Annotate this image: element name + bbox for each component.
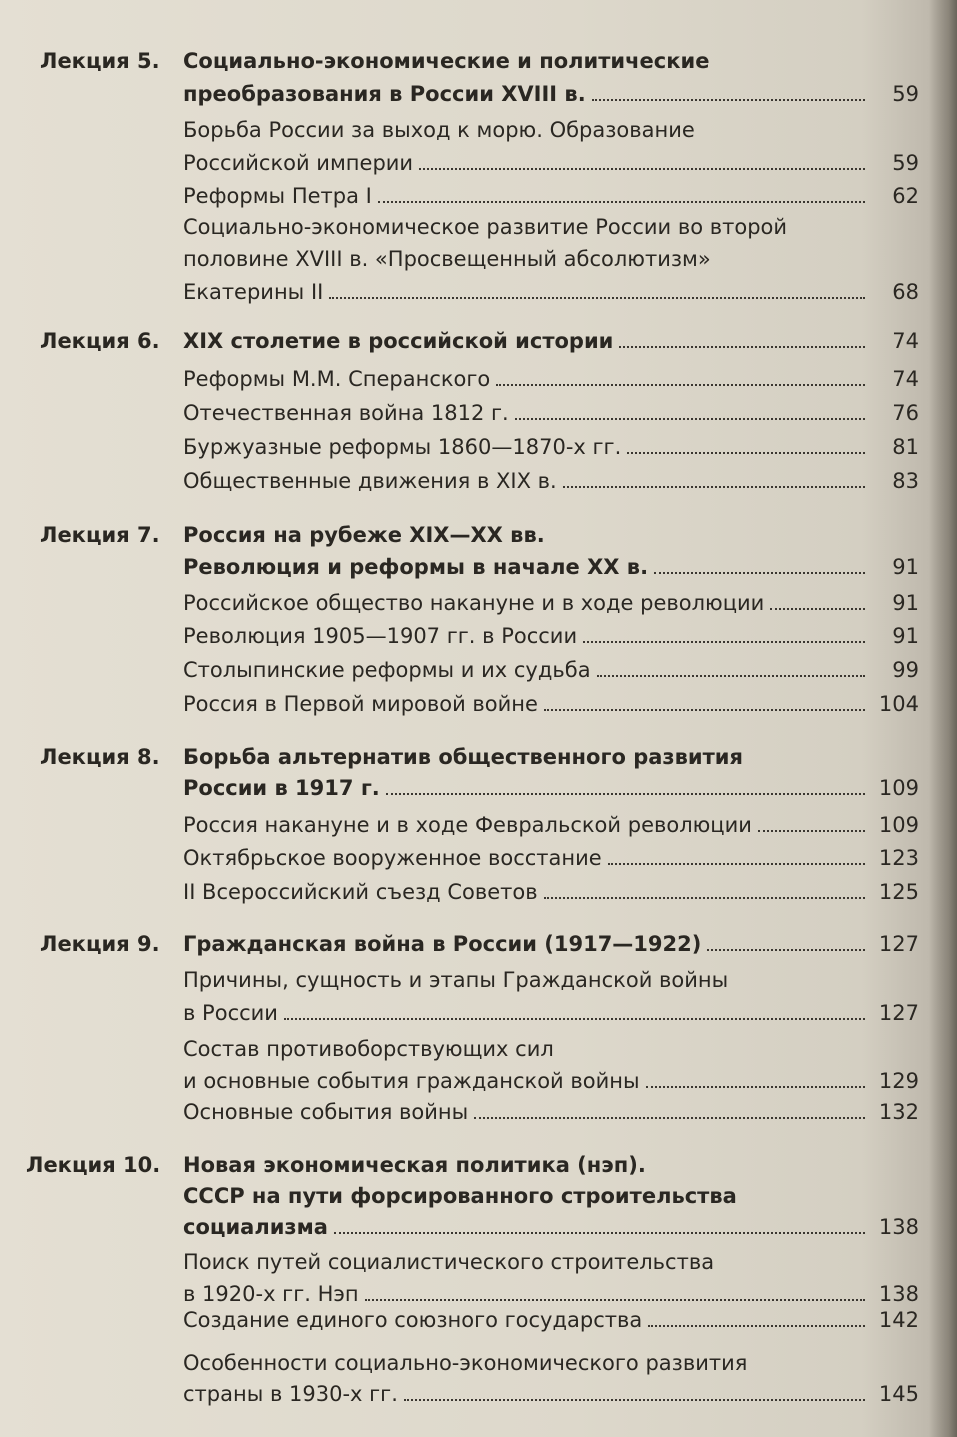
lecture-title-line-text: социализма [183,1215,328,1239]
toc-item-line [183,277,919,308]
dot-leader [386,792,865,795]
toc-item-line [183,364,919,395]
dot-leader [496,383,865,386]
lecture-label: Лекция 7. [40,523,160,547]
toc-item-line-text: Революция 1905—1907 гг. в России [183,624,578,648]
dot-leader [646,1085,865,1088]
page-number: 59 [892,82,919,106]
dot-leader [419,167,865,170]
lecture-title-line [183,326,919,357]
toc-item-line-text: Столыпинские реформы и их судьба [183,658,591,682]
toc-item-line-text: Социально-экономическое развитие России во второй [183,215,788,239]
page-number: 142 [878,1308,919,1332]
lecture-title-line-text: Новая экономическая политика (нэп). [183,1153,646,1177]
toc-item-line-text: Россия накануне и в ходе Февральской революции [183,813,752,837]
toc-item-line [183,1034,919,1065]
dot-leader [592,98,865,101]
lecture-title-line [183,773,919,804]
page-number: 109 [878,776,919,800]
lecture-title-line-text: преобразования в России XVIII в. [183,82,586,106]
lecture-title-line [183,79,919,110]
page-number: 127 [878,1001,919,1025]
dot-leader [378,200,865,203]
page-number: 59 [892,151,919,175]
page-number: 138 [878,1215,919,1239]
toc-item-line [183,1066,919,1097]
toc-item-line-text: Общественные движения в XIX в. [183,469,557,493]
toc-item-line-text: половине XVIII в. «Просвещенный абсолютизм» [183,247,711,271]
page-number: 145 [878,1382,919,1406]
toc-item-line [183,115,919,146]
lecture-title-line-text: Гражданская война в России (1917—1922) [183,932,702,956]
toc-item-line-text: II Всероссийский съезд Советов [183,880,538,904]
lecture-title-line-text: XIX столетие в российской истории [183,329,614,353]
dot-leader [758,829,865,832]
toc-item-line-text: Российское общество накануне и в ходе революции [183,591,765,615]
page-number: 91 [892,591,919,615]
lecture-label: Лекция 9. [40,932,160,956]
dot-leader [544,896,865,899]
dot-leader [627,451,865,454]
dot-leader [329,296,865,299]
dot-leader [284,1017,865,1020]
page-number: 127 [878,932,919,956]
page-number: 91 [892,624,919,648]
toc-item-line-text: Состав противоборствующих сил [183,1037,554,1061]
page-number: 104 [878,692,919,716]
toc-item-line [183,181,919,212]
dot-leader [648,1324,865,1327]
page-number: 109 [878,813,919,837]
lecture-title-line-text: России в 1917 г. [183,776,380,800]
toc-item-line-text: Буржуазные реформы 1860—1870-х гг. [183,435,622,459]
dot-leader [608,862,865,865]
page-number: 76 [892,401,919,425]
dot-leader [583,640,865,643]
lecture-title-line [183,1150,919,1181]
lecture-title-line [183,46,919,77]
dot-leader [515,417,865,420]
toc-item-line-text: Екатерины II [183,280,324,304]
toc-item-line [183,621,919,652]
lecture-label: Лекция 8. [40,745,160,769]
toc-item-line [183,1348,919,1379]
toc-item-line-text: Октябрьское вооруженное восстание [183,846,602,870]
lecture-label: Лекция 6. [40,329,160,353]
toc-item-line [183,1305,919,1336]
page-number: 83 [892,469,919,493]
dot-leader [597,674,865,677]
dot-leader [544,708,865,711]
lecture-title-line-text: Борьба альтернатив общественного развития [183,745,743,769]
lecture-label: Лекция 5. [40,49,160,73]
toc-item-line [183,998,919,1029]
toc-item-line-text: Поиск путей социалистического строительства [183,1250,715,1274]
lecture-title-line [183,1181,919,1212]
toc-item-line-text: Реформы Петра I [183,184,372,208]
toc-item-line [183,212,919,243]
toc-item-line-text: Особенности социально-экономического развития [183,1351,748,1375]
lecture-title-line-text: Россия на рубеже XIX—XX вв. [183,523,545,547]
toc-item-line [183,1097,919,1128]
dot-leader [770,607,865,610]
toc-item-line [183,965,919,996]
toc-item-line-text: в России [183,1001,278,1025]
dot-leader [563,485,865,488]
toc-item-line [183,398,919,429]
lecture-title-line-text: Революция и реформы в начале XX в. [183,555,649,579]
toc-item-line [183,1379,919,1410]
dot-leader [365,1298,865,1301]
page-number: 62 [892,184,919,208]
lecture-title-line-text: СССР на пути форсированного строительства [183,1184,737,1208]
toc-item-line [183,843,919,874]
lecture-title-line [183,742,919,773]
toc-item-line-text: Создание единого союзного государства [183,1308,643,1332]
toc-item-line [183,655,919,686]
dot-leader [474,1116,865,1119]
lecture-title-line [183,1212,919,1243]
page-number: 99 [892,658,919,682]
lecture-title-line [183,929,919,960]
dot-leader [404,1398,865,1401]
toc-item-line [183,877,919,908]
toc-item-line [183,810,919,841]
toc-item-line [183,244,919,275]
toc-item-line [183,432,919,463]
page-number: 68 [892,280,919,304]
lecture-title-line [183,552,919,583]
toc-item-line [183,689,919,720]
dot-leader [654,571,865,574]
page-number: 74 [892,367,919,391]
toc-item-line-text: Отечественная война 1812 г. [183,401,509,425]
dot-leader [334,1231,865,1234]
page-number: 132 [878,1100,919,1124]
toc-item-line [183,148,919,179]
toc-item-line-text: Российской империи [183,151,414,175]
toc-item-line-text: Борьба России за выход к морю. Образование [183,118,695,142]
page-number: 81 [892,435,919,459]
page-edge-shadow [929,0,957,1437]
toc-item-line [183,588,919,619]
toc-item-line-text: Причины, сущность и этапы Гражданской войны [183,968,729,992]
toc-item-line-text: Россия в Первой мировой войне [183,692,538,716]
toc-item-line-text: и основные события гражданской войны [183,1069,640,1093]
page-number: 129 [878,1069,919,1093]
toc-item-line [183,466,919,497]
lecture-title-line-text: Социально-экономические и политические [183,49,710,73]
toc-item-line-text: страны в 1930-х гг. [183,1382,398,1406]
lecture-label: Лекция 10. [26,1153,161,1177]
page-number: 91 [892,555,919,579]
dot-leader [707,948,865,951]
toc-item-line-text: Реформы М.М. Сперанского [183,367,491,391]
page-number: 138 [878,1282,919,1306]
dot-leader [619,345,865,348]
page-number: 123 [878,846,919,870]
page-number: 74 [892,329,919,353]
lecture-title-line [183,520,919,551]
toc-item-line-text: в 1920-х гг. Нэп [183,1282,359,1306]
toc-item-line [183,1247,919,1278]
page-number: 125 [878,880,919,904]
toc-item-line-text: Основные события войны [183,1100,469,1124]
